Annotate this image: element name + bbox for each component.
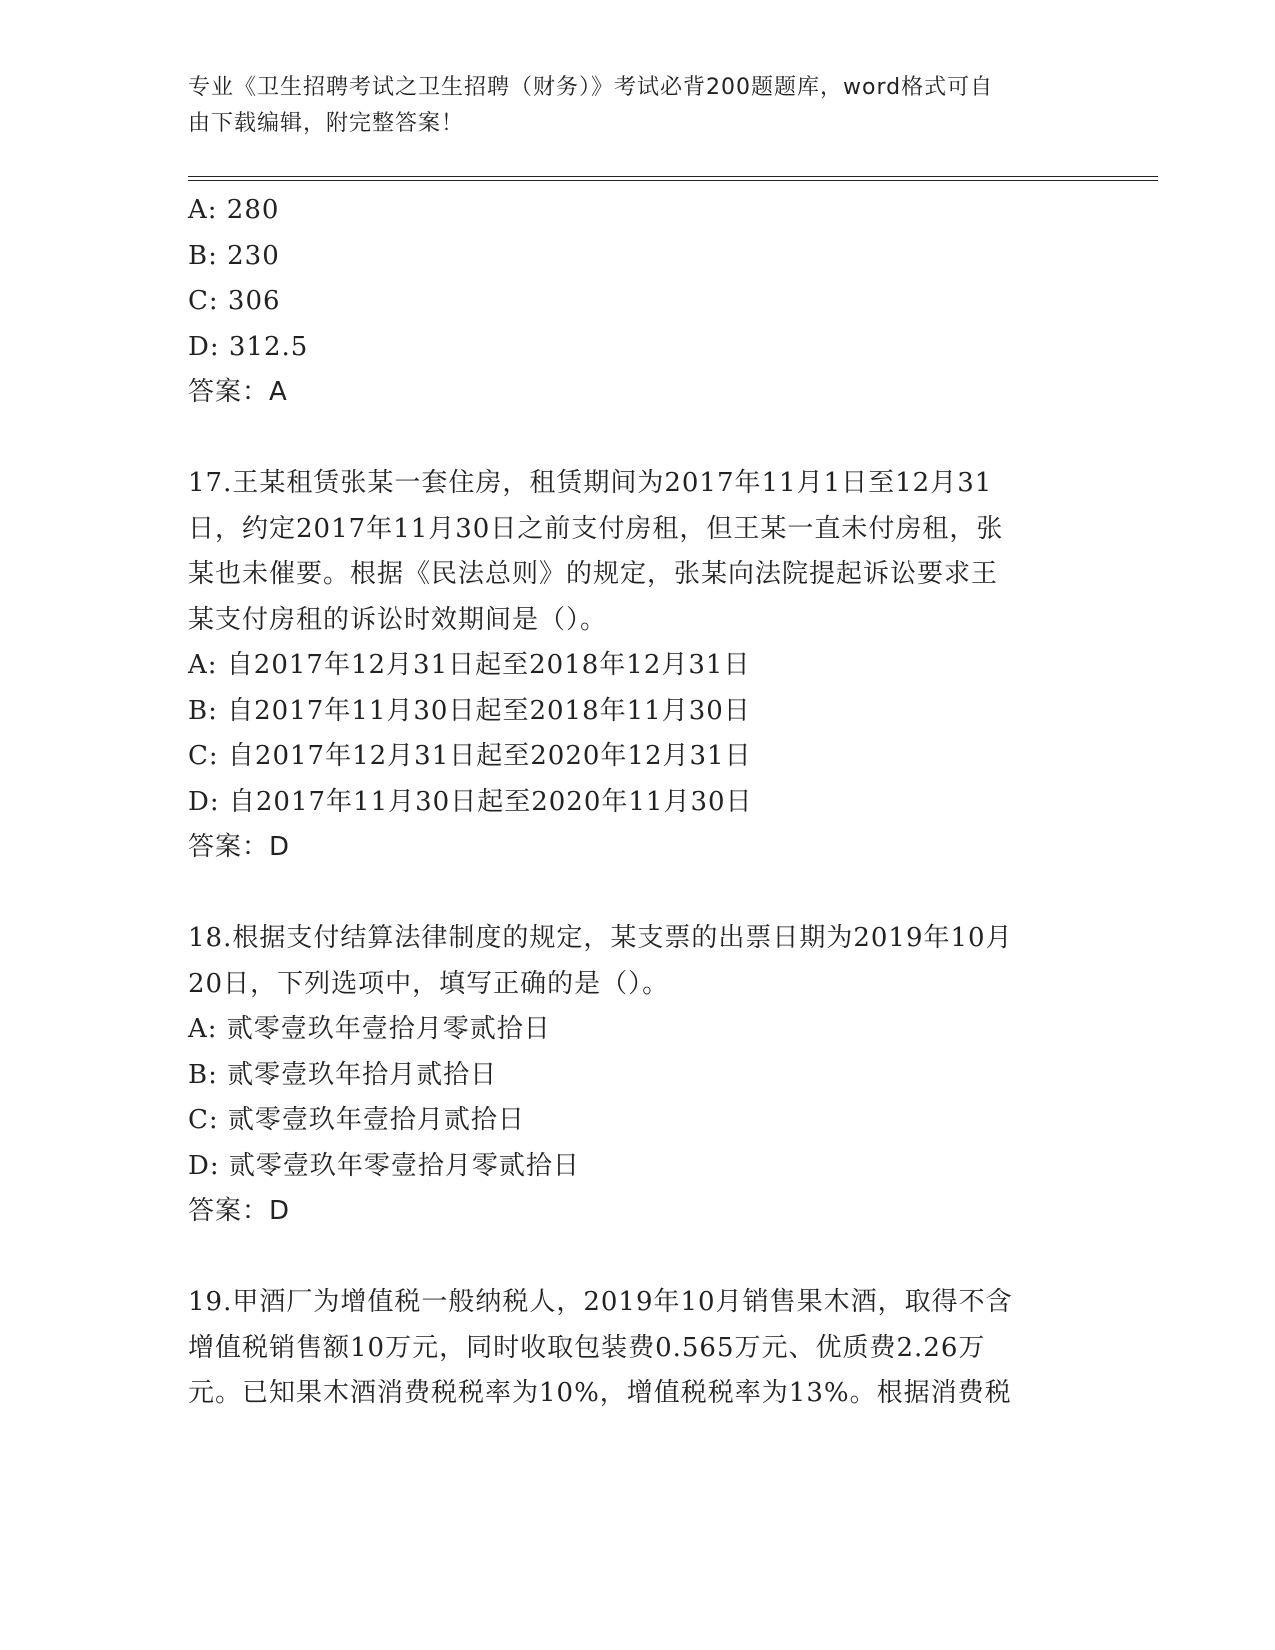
question-text-line: 日，约定2017年11月30日之前支付房租，但王某一直未付房租，张 [188,513,1004,544]
spacer [188,416,1088,462]
option-b: B: 自2017年11月30日起至2018年11月30日 [188,695,751,726]
question-text-line: 20日，下列选项中，填写正确的是（）。 [188,968,670,999]
option-a: A: 贰零壹玖年壹拾月零贰拾日 [188,1014,551,1044]
question-text-line: 18.根据支付结算法律制度的规定，某支票的出票日期为2019年10月 [188,923,1013,953]
option-b: B: 贰零壹玖年拾月贰拾日 [188,1059,498,1090]
answer: 答案：D [188,832,291,862]
answer: 答案：D [188,1196,291,1226]
question-text-line: 某也未催要。根据《民法总则》的规定，张某向法院提起诉讼要求王 [188,559,999,589]
option-c: C: 306 [188,286,281,316]
document-header [188,70,1068,142]
question-19 [188,1280,1088,1417]
header-divider [188,176,1158,181]
question-text-line: 增值税销售额10万元，同时收取包装费0.565万元、优质费2.26万 [188,1332,986,1363]
question-text-line: 元。已知果木酒消费税税率为10%，增值税税率为13%。根据消费税 [188,1378,1012,1408]
option-d: D: 贰零壹玖年零壹拾月零贰拾日 [188,1150,580,1181]
question-text-line: 19.甲酒厂为增值税一般纳税人，2019年10月销售果木酒，取得不含 [188,1287,1013,1317]
spacer [188,1235,1088,1281]
answer: 答案：A [188,377,288,407]
option-a: A: 280 [188,195,280,225]
option-c: C: 自2017年12月31日起至2020年12月31日 [188,741,752,771]
question-18 [188,916,1088,1235]
option-c: C: 贰零壹玖年壹拾月贰拾日 [188,1105,525,1135]
option-d: D: 自2017年11月30日起至2020年11月30日 [188,786,753,817]
option-b: B: 230 [188,240,280,271]
option-a: A: 自2017年12月31日起至2018年12月31日 [188,650,751,680]
question-text-line: 17.王某租赁张某一套住房，租赁期间为2017年11月1日至12月31 [188,468,993,498]
header-line-2: 由下载编辑，附完整答案！ [188,111,465,136]
question-text-line: 某支付房租的诉讼时效期间是（）。 [188,604,608,635]
document-body [188,188,1088,1417]
question-17 [188,461,1088,871]
spacer [188,871,1088,917]
option-d: D: 312.5 [188,331,309,362]
question-16 [188,188,1088,416]
header-line-1: 专业《卫生招聘考试之卫生招聘（财务）》考试必背200题题库，word格式可自 [188,75,994,100]
